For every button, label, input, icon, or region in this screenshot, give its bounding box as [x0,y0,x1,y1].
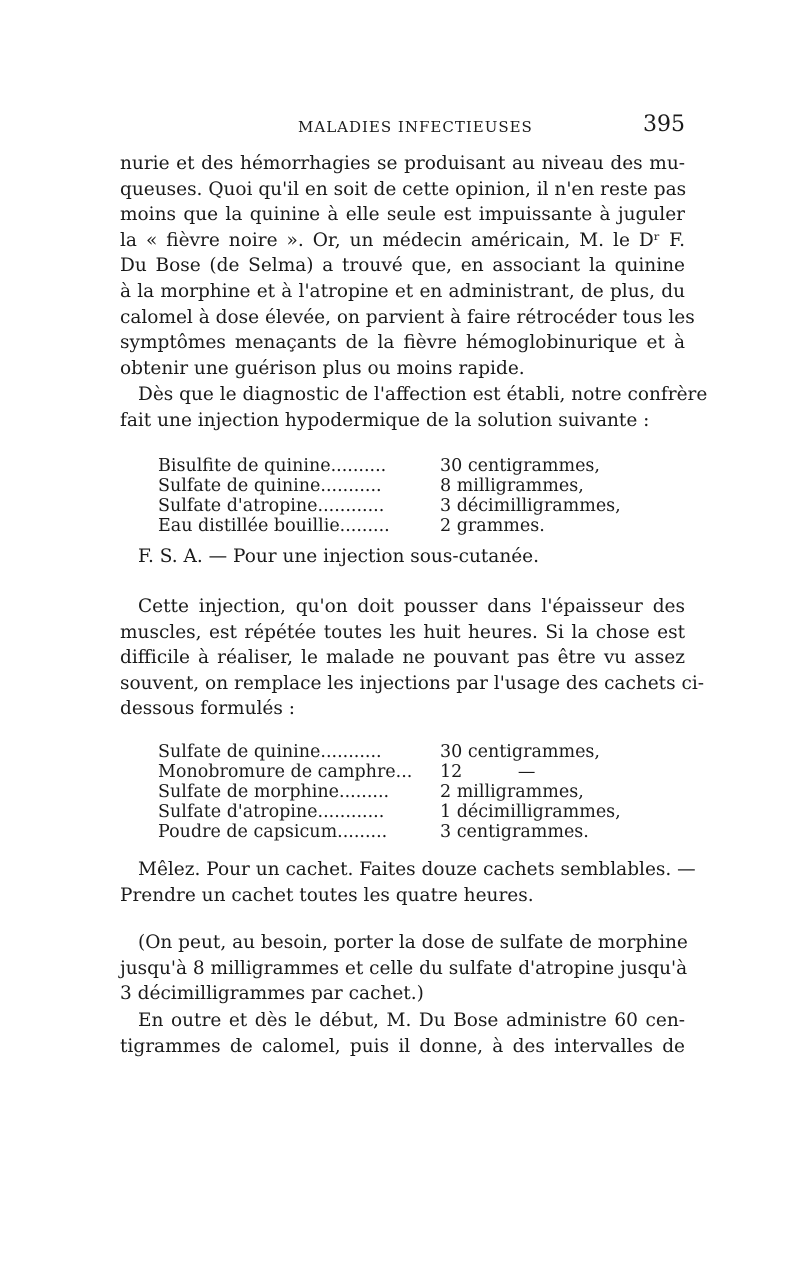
text-line: tigrammes de calomel, puis il donne, à des intervalles de [120,1035,685,1057]
text-line: En outre et dès le début, M. Du Bose administre 60 cen- [138,1010,685,1031]
ingredient-quantity: 2 milligrammes, [440,782,584,802]
prescription-row [158,742,658,762]
ingredient-quantity: 3 décimilligrammes, [440,496,621,516]
text-line: (On peut, au besoin, porter la dose de sulfate de morphine [138,932,688,953]
prescription-row [158,496,658,516]
ingredient-name: Sulfate de quinine........... [158,742,382,762]
text-line: Mêlez. Pour un cachet. Faites douze cachets semblables. — [138,859,696,880]
text-line: queuses. Quoi qu'il en soit de cette opinion, il n'en reste pas [120,178,687,200]
ingredient-quantity: 3 centigrammes. [440,822,589,842]
text-line: Prendre un cachet toutes les quatre heures. [120,884,534,906]
paragraph-2 [120,382,708,433]
text-line: Cette injection, qu'on doit pousser dans l'épaisseur des [138,596,685,617]
ingredient-name: Bisulfite de quinine.......... [158,456,387,476]
prescription-row [158,476,658,496]
ingredient-name: Sulfate de quinine........... [158,476,382,496]
prescription-injection [158,456,658,536]
paragraph-1 [120,151,695,381]
ingredient-quantity: 30 centigrammes, [440,456,600,476]
text-line: moins que la quinine à elle seule est impuissante à juguler [120,204,685,226]
ingredient-quantity: 12 — [440,762,536,782]
ingredient-quantity: 1 décimilligrammes, [440,802,621,822]
text-line: 3 décimilligrammes par cachet.) [120,983,424,1005]
text-line: obtenir une guérison plus ou moins rapide. [120,357,525,379]
text-line: difficile à réaliser, le malade ne pouvant pas être vu assez [120,647,685,669]
paragraph-3 [120,594,705,722]
prescription-row [158,802,658,822]
prescription-row [158,456,658,476]
page-number: 395 [643,112,685,137]
text-line: muscles, est répétée toutes les huit heures. Si la chose est [120,621,685,643]
fsa-line: F. S. A. — Pour une injection sous-cutanée. [138,546,540,567]
running-head: MALADIES INFECTIEUSES [298,118,533,136]
text-line: symptômes menaçants de la fièvre hémoglobinurique et à [120,332,685,354]
text-line: souvent, on remplace les injections par l'usage des cachets ci- [120,672,705,694]
text-line: calomel à dose élevée, on parvient à faire rétrocéder tous les [120,306,695,328]
ingredient-quantity: 30 centigrammes, [440,742,600,762]
paragraph-4 [120,857,696,908]
ingredient-name: Sulfate d'atropine............ [158,802,385,822]
prescription-row [158,516,658,536]
text-line: Dès que le diagnostic de l'affection est établi, notre confrère [138,384,708,405]
prescription-row [158,782,658,802]
prescription-cachets [158,742,658,842]
ingredient-name: Poudre de capsicum......... [158,822,388,842]
page-header [120,112,685,142]
paragraph-6 [120,1008,685,1059]
text-line: fait une injection hypodermique de la solution suivante : [120,409,650,431]
ingredient-quantity: 2 grammes. [440,516,545,536]
text-line: Du Bose (de Selma) a trouvé que, en associant la quinine [120,255,685,277]
ingredient-name: Eau distillée bouillie......... [158,516,390,536]
ingredient-name: Sulfate d'atropine............ [158,496,385,516]
text-line: jusqu'à 8 milligrammes et celle du sulfate d'atropine jusqu'à [120,957,688,979]
text-line: la « fièvre noire ». Or, un médecin américain, M. le Dʳ F. [120,229,685,251]
text-line: à la morphine et à l'atropine et en administrant, de plus, du [120,280,685,302]
ingredient-quantity: 8 milligrammes, [440,476,584,496]
prescription-row [158,822,658,842]
ingredient-name: Sulfate de morphine......... [158,782,390,802]
prescription-row [158,762,658,782]
text-line: nurie et des hémorrhagies se produisant au niveau des mu- [120,153,685,174]
paragraph-5 [120,930,688,1007]
text-line: dessous formulés : [120,698,295,720]
ingredient-name: Monobromure de camphre... [158,762,413,782]
